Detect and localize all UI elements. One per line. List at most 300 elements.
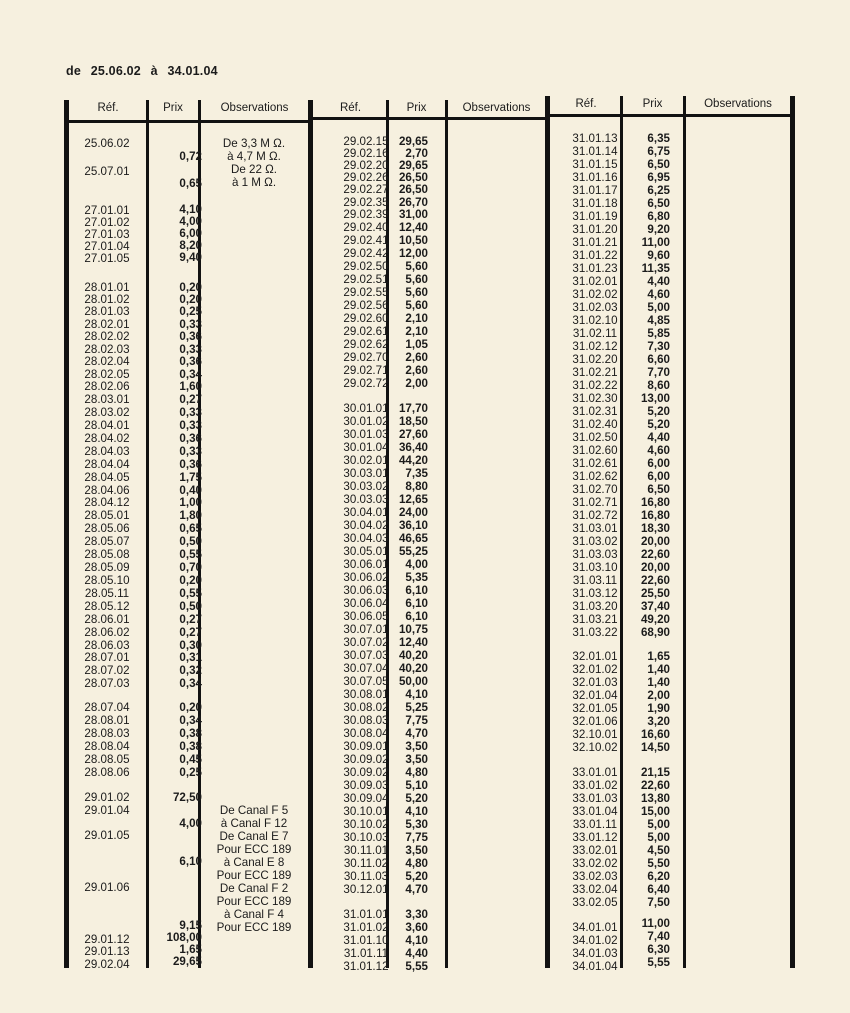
ref-cell: 28.02.05 (84, 368, 130, 381)
ref-cell: 30.07.05 (343, 675, 389, 688)
ref-cell: 28.07.01 (84, 651, 130, 664)
price-cell: 50,00 (398, 675, 428, 688)
ref-cell: 33.01.11 (572, 818, 618, 831)
price-cell: 5,55 (405, 960, 428, 973)
price-cell: 4,40 (405, 947, 428, 960)
ref-cell: 30.06.04 (343, 597, 389, 610)
price-cell: 12,00 (398, 247, 428, 260)
ref-cell: 30.10.03 (343, 831, 389, 844)
ref-cell: 31.02.60 (572, 444, 618, 457)
price-cell: 5,20 (405, 792, 428, 805)
ref-cell: 28.01.02 (84, 293, 130, 306)
price-cell: 0,36 (179, 330, 202, 343)
ref-cell: 31.03.11 (572, 574, 618, 587)
range-de: de (66, 64, 81, 78)
ref-cell: 31.02.62 (572, 470, 618, 483)
price-cell: 31,00 (398, 208, 428, 221)
observation-cell: De Canal F 5 (219, 804, 289, 817)
ref-cell: 30.01.02 (343, 415, 389, 428)
price-cell: 0,33 (179, 406, 202, 419)
ref-cell: 28.04.04 (84, 458, 130, 471)
price-cell: 6,30 (647, 943, 670, 956)
price-cell: 12,65 (398, 493, 428, 506)
price-cell: 0,33 (179, 318, 202, 331)
ref-cell: 30.09.02 (343, 753, 389, 766)
price-cell: 1,60 (179, 380, 202, 393)
ref-cell: 31.03.21 (572, 613, 618, 626)
ref-cell: 28.04.12 (84, 496, 130, 509)
price-cell: 6,10 (405, 584, 428, 597)
ref-cell: 30.01.01 (343, 402, 389, 415)
ref-cell: 29.02.60 (343, 312, 389, 325)
price-cell: 2,70 (405, 147, 428, 160)
price-cell: 5,55 (647, 956, 670, 969)
price-cell: 13,80 (640, 792, 670, 805)
price-cell: 1,00 (179, 496, 202, 509)
price-cell: 29,65 (398, 135, 428, 148)
ref-cell: 29.02.40 (343, 221, 389, 234)
price-cell: 20,00 (640, 561, 670, 574)
price-cell: 12,40 (398, 636, 428, 649)
ref-cell: 32.01.01 (572, 650, 618, 663)
price-cell: 4,70 (405, 883, 428, 896)
price-cell: 5,00 (647, 301, 670, 314)
price-column-header: Prix (642, 98, 663, 110)
price-cell: 10,75 (398, 623, 428, 636)
ref-cell: 31.03.01 (572, 522, 618, 535)
column-rule (308, 100, 313, 968)
ref-cell: 30.01.03 (343, 428, 389, 441)
ref-cell: 31.01.12 (343, 960, 389, 973)
price-cell: 9,40 (179, 251, 202, 264)
price-cell: 26,50 (398, 171, 428, 184)
price-cell: 7,40 (647, 930, 670, 943)
price-cell: 72,50 (172, 791, 202, 804)
ref-cell: 28.07.02 (84, 664, 130, 677)
ref-cell: 28.03.01 (84, 393, 130, 406)
ref-cell: 30.11.03 (343, 870, 389, 883)
ref-cell: 28.03.02 (84, 406, 130, 419)
ref-cell: 29.02.70 (343, 351, 389, 364)
ref-cell: 29.02.50 (343, 260, 389, 273)
ref-cell: 28.08.04 (84, 740, 130, 753)
ref-cell: 30.12.01 (343, 883, 389, 896)
header-rule (547, 114, 792, 117)
price-cell: 6,50 (647, 197, 670, 210)
ref-cell: 33.01.12 (572, 831, 618, 844)
ref-cell: 29.01.12 (84, 933, 130, 946)
ref-cell: 28.08.01 (84, 714, 130, 727)
ref-cell: 28.04.05 (84, 471, 130, 484)
ref-cell: 30.09.02 (343, 766, 389, 779)
price-cell: 11,00 (641, 236, 670, 249)
ref-cell: 28.02.04 (84, 355, 130, 368)
ref-cell: 31.01.02 (343, 921, 389, 934)
ref-cell: 32.01.04 (572, 689, 618, 702)
price-cell: 26,70 (398, 196, 428, 209)
price-cell: 0,55 (179, 548, 202, 561)
price-cell: 4,60 (647, 444, 670, 457)
price-cell: 22,60 (640, 574, 670, 587)
price-cell: 5,30 (405, 818, 428, 831)
price-cell: 5,60 (405, 286, 428, 299)
price-cell: 11,35 (641, 262, 670, 275)
ref-cell: 27.01.05 (84, 252, 130, 265)
date-range-header (66, 64, 224, 78)
price-cell: 40,20 (398, 662, 428, 675)
price-cell: 15,00 (640, 805, 670, 818)
ref-cell: 31.01.11 (343, 947, 389, 960)
ref-cell: 30.03.02 (343, 480, 389, 493)
ref-cell: 28.06.01 (84, 613, 130, 626)
price-cell: 0,45 (179, 753, 202, 766)
ref-cell: 29.02.20 (343, 159, 389, 172)
price-cell: 16,60 (640, 728, 670, 741)
ref-cell: 30.11.01 (343, 844, 389, 857)
ref-cell: 29.02.56 (343, 299, 389, 312)
observation-cell: Pour ECC 189 (216, 869, 292, 882)
ref-cell: 28.04.06 (84, 484, 130, 497)
ref-cell: 29.02.41 (343, 234, 389, 247)
ref-cell: 29.01.05 (84, 829, 130, 842)
ref-cell: 31.01.21 (572, 236, 618, 249)
ref-cell: 30.07.04 (343, 662, 389, 675)
ref-cell: 30.08.02 (343, 701, 389, 714)
price-cell: 4,40 (647, 431, 670, 444)
ref-cell: 28.04.02 (84, 432, 130, 445)
price-cell: 49,20 (640, 613, 670, 626)
ref-cell: 29.02.51 (343, 273, 389, 286)
price-cell: 5,20 (647, 418, 670, 431)
observations-column-header: Observations (462, 102, 531, 114)
ref-cell: 33.01.03 (572, 792, 618, 805)
column-rule (683, 96, 686, 968)
price-cell: 11,00 (641, 917, 670, 930)
price-cell: 4,60 (647, 288, 670, 301)
ref-cell: 31.01.20 (572, 223, 618, 236)
price-cell: 37,40 (640, 600, 670, 613)
price-cell: 22,60 (640, 779, 670, 792)
ref-cell: 29.01.06 (84, 881, 130, 894)
ref-cell: 30.07.01 (343, 623, 389, 636)
ref-cell: 34.01.04 (572, 960, 618, 973)
ref-cell: 28.05.01 (84, 509, 130, 522)
price-cell: 3,30 (405, 908, 428, 921)
price-cell: 1,40 (647, 663, 670, 676)
ref-cell: 31.02.03 (572, 301, 618, 314)
price-cell: 1,80 (179, 509, 202, 522)
price-cell: 0,55 (179, 587, 202, 600)
price-cell: 6,10 (405, 597, 428, 610)
ref-cell: 29.02.35 (343, 196, 389, 209)
price-cell: 27,60 (398, 428, 428, 441)
price-cell: 0,50 (179, 535, 202, 548)
ref-cell: 31.01.01 (343, 908, 389, 921)
ref-cell: 31.01.18 (572, 197, 618, 210)
price-cell: 0,36 (179, 355, 202, 368)
price-cell: 1,75 (179, 471, 202, 484)
ref-cell: 31.02.10 (572, 314, 618, 327)
price-cell: 4,00 (179, 215, 202, 228)
ref-cell: 29.02.61 (343, 325, 389, 338)
ref-cell: 28.01.01 (84, 281, 130, 294)
price-cell: 5,10 (405, 779, 428, 792)
price-cell: 44,20 (398, 454, 428, 467)
price-cell: 29,65 (172, 955, 202, 968)
ref-cell: 29.02.04 (84, 958, 130, 971)
ref-cell: 30.04.03 (343, 532, 389, 545)
price-cell: 22,60 (640, 548, 670, 561)
ref-cell: 31.03.03 (572, 548, 618, 561)
price-cell: 4,80 (405, 857, 428, 870)
ref-cell: 25.06.02 (84, 137, 130, 150)
ref-cell: 31.02.02 (572, 288, 618, 301)
price-cell: 1,40 (647, 676, 670, 689)
ref-cell: 31.02.20 (572, 353, 618, 366)
price-cell: 4,80 (405, 766, 428, 779)
ref-cell: 29.02.26 (343, 171, 389, 184)
price-cell: 6,80 (647, 210, 670, 223)
price-cell: 5,20 (405, 870, 428, 883)
price-cell: 4,85 (647, 314, 670, 327)
observation-cell: à 1 M Ω. (231, 176, 277, 189)
ref-cell: 34.01.02 (572, 934, 618, 947)
column-rule (445, 100, 448, 968)
ref-cell: 30.08.03 (343, 714, 389, 727)
price-cell: 2,60 (405, 351, 428, 364)
observations-column-header: Observations (220, 102, 289, 114)
ref-cell: 31.01.13 (572, 132, 618, 145)
price-cell: 7,50 (647, 896, 670, 909)
price-cell: 14,50 (640, 741, 670, 754)
price-cell: 0,40 (179, 484, 202, 497)
price-cell: 0,25 (179, 305, 202, 318)
price-cell: 0,31 (179, 651, 202, 664)
price-cell: 0,32 (179, 664, 202, 677)
range-from: 25.06.02 (90, 64, 141, 78)
ref-cell: 32.01.02 (572, 663, 618, 676)
price-cell: 5,50 (647, 857, 670, 870)
ref-cell: 30.09.01 (343, 740, 389, 753)
ref-cell: 31.02.12 (572, 340, 618, 353)
price-cell: 5,60 (405, 260, 428, 273)
price-column-header: Prix (163, 102, 183, 114)
price-cell: 18,50 (398, 415, 428, 428)
price-cell: 0,65 (179, 177, 202, 190)
ref-cell: 28.05.06 (84, 522, 130, 535)
price-cell: 2,00 (647, 689, 670, 702)
price-cell: 1,05 (405, 338, 428, 351)
ref-cell: 29.02.16 (343, 147, 389, 160)
price-cell: 12,40 (398, 221, 428, 234)
ref-cell: 31.02.22 (572, 379, 618, 392)
ref-cell: 33.02.04 (572, 883, 618, 896)
price-cell: 6,35 (647, 132, 670, 145)
ref-cell: 28.05.12 (84, 600, 130, 613)
ref-cell: 28.07.04 (84, 701, 130, 714)
price-cell: 7,75 (405, 714, 428, 727)
price-cell: 4,10 (405, 688, 428, 701)
price-cell: 5,35 (405, 571, 428, 584)
price-cell: 4,40 (647, 275, 670, 288)
ref-cell: 32.01.03 (572, 676, 618, 689)
ref-cell: 30.04.01 (343, 506, 389, 519)
ref-cell: 28.08.03 (84, 727, 130, 740)
ref-column-header: Réf. (575, 98, 597, 110)
ref-column-header: Réf. (97, 102, 119, 114)
price-cell: 0,27 (179, 393, 202, 406)
ref-cell: 31.01.15 (572, 158, 618, 171)
price-cell: 3,20 (647, 715, 670, 728)
price-cell: 0,36 (179, 432, 202, 445)
price-cell: 0,33 (179, 343, 202, 356)
observation-cell: Pour ECC 189 (216, 843, 292, 856)
price-cell: 7,30 (647, 340, 670, 353)
price-cell: 0,20 (179, 574, 202, 587)
price-cell: 4,00 (405, 558, 428, 571)
price-cell: 3,50 (405, 753, 428, 766)
ref-cell: 30.06.05 (343, 610, 389, 623)
ref-cell: 28.08.06 (84, 766, 130, 779)
price-cell: 5,00 (647, 818, 670, 831)
ref-cell: 30.01.04 (343, 441, 389, 454)
observation-cell: De 22 Ω. (230, 163, 278, 176)
ref-cell: 27.01.04 (84, 240, 130, 253)
header-rule (66, 120, 310, 123)
price-cell: 6,20 (647, 870, 670, 883)
ref-cell: 30.06.03 (343, 584, 389, 597)
price-cell: 2,00 (405, 377, 428, 390)
ref-cell: 34.01.03 (572, 947, 618, 960)
price-cell: 8,80 (405, 480, 428, 493)
ref-cell: 30.08.04 (343, 727, 389, 740)
price-cell: 0,27 (179, 613, 202, 626)
price-cell: 2,10 (405, 312, 428, 325)
price-cell: 108,00 (166, 931, 202, 944)
header-rule (310, 117, 547, 120)
ref-cell: 28.05.08 (84, 548, 130, 561)
price-cell: 5,00 (647, 831, 670, 844)
price-cell: 26,50 (398, 183, 428, 196)
ref-cell: 30.07.03 (343, 649, 389, 662)
price-cell: 68,90 (640, 626, 670, 639)
ref-cell: 31.02.70 (572, 483, 618, 496)
range-to: 34.01.04 (167, 64, 218, 78)
price-cell: 0,36 (179, 458, 202, 471)
ref-cell: 33.01.01 (572, 766, 618, 779)
ref-cell: 31.02.40 (572, 418, 618, 431)
ref-cell: 30.03.01 (343, 467, 389, 480)
price-cell: 24,00 (398, 506, 428, 519)
ref-cell: 29.02.55 (343, 286, 389, 299)
ref-cell: 28.05.11 (84, 587, 130, 600)
ref-cell: 31.01.19 (572, 210, 618, 223)
price-cell: 6,10 (179, 855, 202, 868)
ref-cell: 25.07.01 (84, 165, 130, 178)
price-cell: 0,70 (179, 561, 202, 574)
observation-cell: à Canal F 4 (224, 908, 284, 921)
ref-cell: 31.01.23 (572, 262, 618, 275)
price-cell: 6,75 (647, 145, 670, 158)
observation-cell: Pour ECC 189 (216, 921, 292, 934)
price-cell: 46,65 (398, 532, 428, 545)
ref-cell: 31.03.22 (572, 626, 618, 639)
ref-cell: 30.09.04 (343, 792, 389, 805)
ref-cell: 30.10.01 (343, 805, 389, 818)
price-cell: 17,70 (398, 402, 428, 415)
price-cell: 40,20 (398, 649, 428, 662)
ref-column-header: Réf. (339, 102, 362, 114)
ref-cell: 33.01.02 (572, 779, 618, 792)
ref-cell: 34.01.01 (572, 921, 618, 934)
price-cell: 2,60 (405, 364, 428, 377)
ref-cell: 31.01.14 (572, 145, 618, 158)
ref-cell: 28.07.03 (84, 677, 130, 690)
ref-cell: 27.01.03 (84, 228, 130, 241)
ref-cell: 31.03.20 (572, 600, 618, 613)
ref-cell: 33.02.03 (572, 870, 618, 883)
ref-cell: 29.02.42 (343, 247, 389, 260)
ref-cell: 31.03.12 (572, 587, 618, 600)
price-cell: 18,30 (640, 522, 670, 535)
price-cell: 4,00 (179, 817, 202, 830)
ref-cell: 28.08.05 (84, 753, 130, 766)
observation-cell: De Canal E 7 (219, 830, 289, 843)
ref-cell: 28.05.10 (84, 574, 130, 587)
price-cell: 1,65 (179, 943, 202, 956)
ref-cell: 31.02.61 (572, 457, 618, 470)
ref-cell: 28.04.03 (84, 445, 130, 458)
price-cell: 8,20 (179, 239, 202, 252)
ref-cell: 28.05.09 (84, 561, 130, 574)
price-cell: 6,00 (647, 457, 670, 470)
ref-cell: 32.01.06 (572, 715, 618, 728)
price-cell: 5,85 (647, 327, 670, 340)
price-cell: 0,20 (179, 701, 202, 714)
ref-cell: 28.01.03 (84, 305, 130, 318)
price-cell: 0,38 (179, 727, 202, 740)
ref-cell: 30.06.02 (343, 571, 389, 584)
ref-cell: 31.02.72 (572, 509, 618, 522)
price-cell: 36,40 (398, 441, 428, 454)
price-cell: 5,60 (405, 273, 428, 286)
price-cell: 0,20 (179, 281, 202, 294)
price-cell: 9,20 (647, 223, 670, 236)
price-cell: 0,34 (179, 368, 202, 381)
ref-cell: 31.01.10 (343, 934, 389, 947)
price-cell: 3,60 (405, 921, 428, 934)
price-cell: 0,65 (179, 522, 202, 535)
price-cell: 13,00 (640, 392, 670, 405)
ref-cell: 31.01.16 (572, 171, 618, 184)
ref-cell: 33.02.01 (572, 844, 618, 857)
price-cell: 6,50 (647, 483, 670, 496)
price-cell: 6,25 (647, 184, 670, 197)
price-cell: 6,50 (647, 158, 670, 171)
ref-cell: 29.02.15 (343, 135, 389, 148)
ref-cell: 29.01.04 (84, 804, 130, 817)
price-cell: 5,60 (405, 299, 428, 312)
price-cell: 1,90 (647, 702, 670, 715)
observation-cell: Pour ECC 189 (216, 895, 292, 908)
ref-cell: 30.07.02 (343, 636, 389, 649)
ref-cell: 30.10.02 (343, 818, 389, 831)
column-rule (790, 96, 795, 968)
price-cell: 0,33 (179, 445, 202, 458)
price-cell: 6,60 (647, 353, 670, 366)
price-cell: 4,70 (405, 727, 428, 740)
price-cell: 6,95 (647, 171, 670, 184)
